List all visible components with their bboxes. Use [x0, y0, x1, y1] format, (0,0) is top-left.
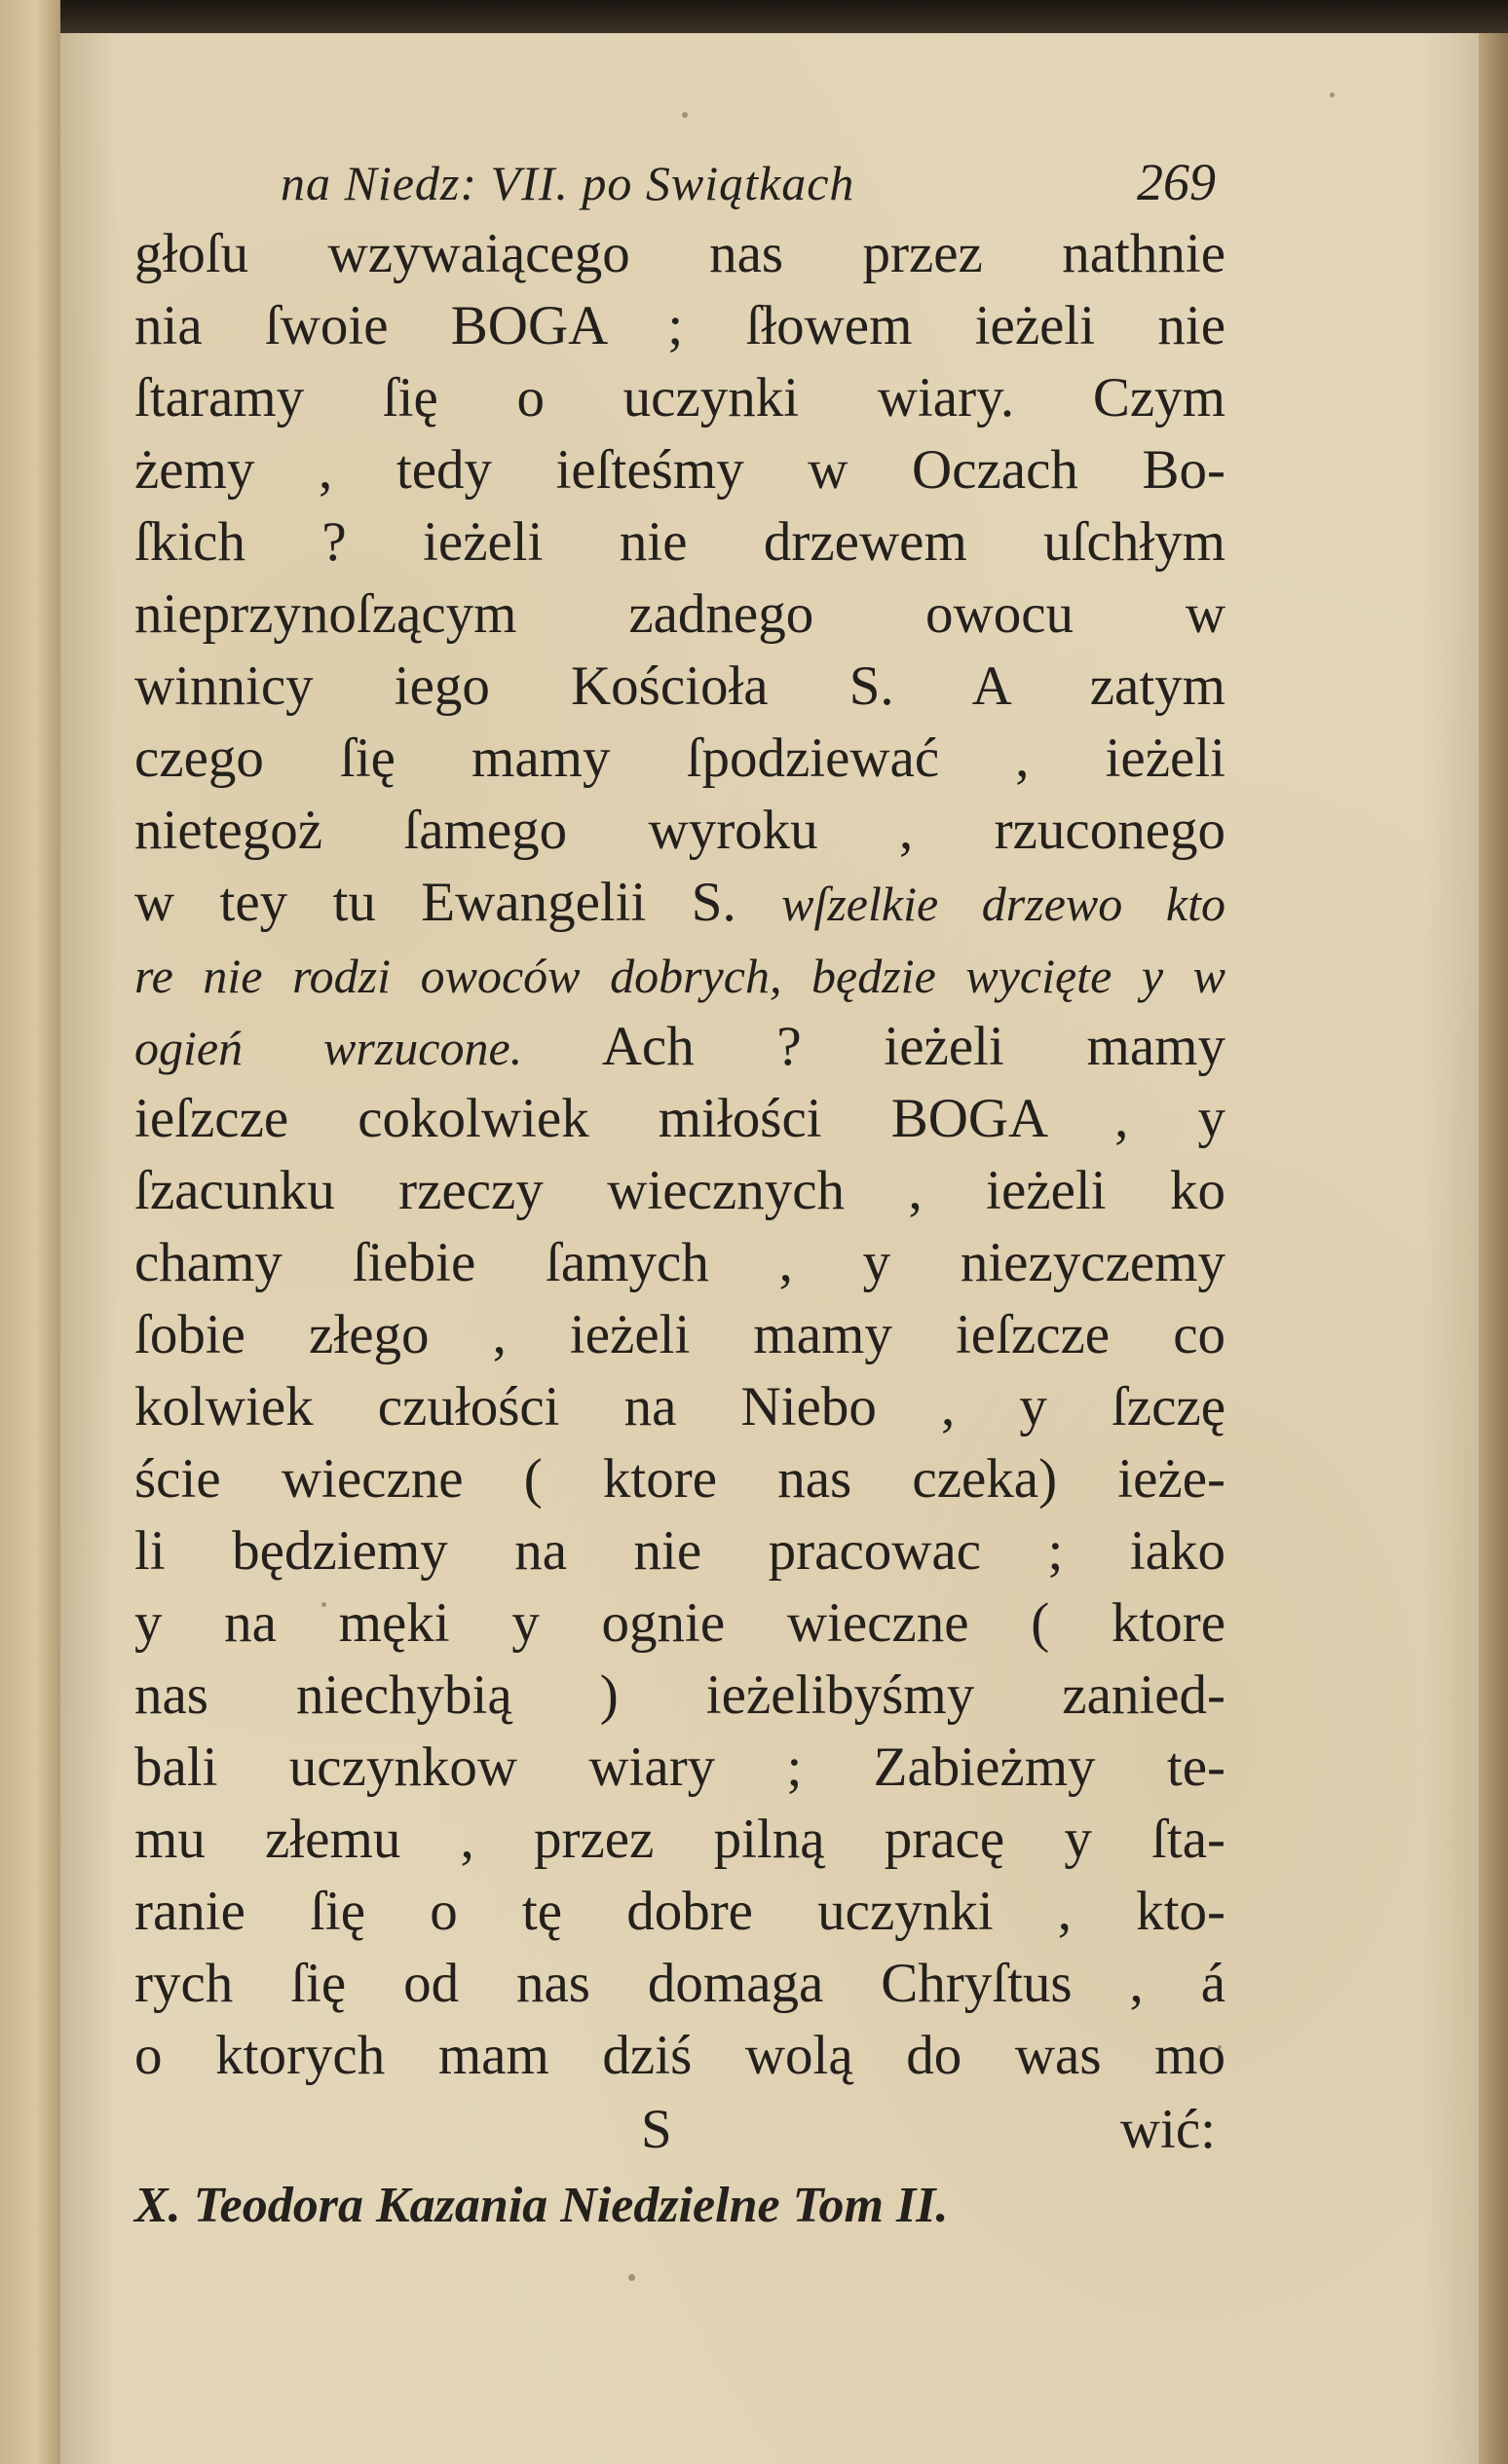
text-line: ście wieczne ( ktore nas czeka) ieże- [134, 1448, 1225, 1510]
text-line-with-quote [134, 1011, 1225, 1083]
signature-mark: S [641, 2099, 672, 2160]
text-line: bali uczynkow wiary ; Zabieżmy te- [134, 1736, 1225, 1798]
scripture-quote: wſzelkie drzewo kto [781, 877, 1225, 931]
text-line: ſobie złego , ieżeli mamy ieſzcze co [134, 1304, 1225, 1365]
text-line: żemy , tedy ieſteśmy w Oczach Bo- [134, 439, 1225, 501]
page-number: 269 [1137, 153, 1216, 211]
scripture-quote: ogień wrzucone. [134, 1021, 523, 1075]
text-line-with-quote [134, 867, 1225, 939]
line-tail: Ach ? ieżeli mamy [522, 1016, 1225, 1077]
text-line: winnicy iego Kościoła S. A zatym [134, 655, 1225, 717]
text-line: głoſu wzywaiącego nas przez nathnie [134, 223, 1225, 284]
facing-page-edge [0, 0, 60, 2464]
text-line: ſkich ? ieżeli nie drzewem uſchłym [134, 511, 1225, 573]
page-fore-edge [1479, 33, 1508, 2464]
book-footer: X. Teodora Kazania Niedzielne Tom II. [134, 2178, 949, 2233]
text-line: li będziemy na nie pracowac ; iako [134, 1520, 1225, 1582]
signature-line [134, 2092, 1225, 2168]
scan-top-edge [60, 0, 1508, 33]
text-line: chamy ſiebie ſamych , y niezyczemy [134, 1232, 1225, 1293]
text-line: mu złemu , przez pilną pracę y ſta- [134, 1809, 1225, 1870]
text-line: ranie ſię o tę dobre uczynki , kto- [134, 1881, 1225, 1942]
text-line: rych ſię od nas domaga Chryſtus , á [134, 1953, 1225, 2014]
scripture-quote: re nie rodzi owoców dobrych, będzie wycięte y w [134, 949, 1225, 1003]
text-line: ieſzcze cokolwiek miłości BOGA , y [134, 1088, 1225, 1149]
running-head [134, 146, 1225, 218]
running-head-title: na Niedz: VII. po Swiątkach [281, 156, 855, 210]
text-line: ſzacunku rzeczy wiecznych , ieżeli ko [134, 1160, 1225, 1221]
line-lead: w tey tu Ewangelii S. [134, 872, 782, 933]
text-line: y na męki y ognie wieczne ( ktore [134, 1592, 1225, 1654]
text-line: nas niechybią ) ieżelibyśmy zanied- [134, 1664, 1225, 1726]
text-line: czego ſię mamy ſpodziewać , ieżeli [134, 728, 1225, 789]
page-text [134, 146, 1225, 2244]
text-line: o ktorych mam dziś wolą do was mo [134, 2025, 1225, 2086]
scripture-quote-line [134, 939, 1225, 1011]
text-line: nieprzynoſzącym zadnego owocu w [134, 583, 1225, 645]
text-line: nietegoż ſamego wyroku , rzuconego [134, 800, 1225, 861]
text-line: nia ſwoie BOGA ; ſłowem ieżeli nie [134, 295, 1225, 356]
catchword: wić: [1119, 2099, 1216, 2160]
text-line: kolwiek czułości na Niebo , y ſzczę [134, 1376, 1225, 1437]
text-line: ſtaramy ſię o uczynki wiary. Czym [134, 367, 1225, 429]
